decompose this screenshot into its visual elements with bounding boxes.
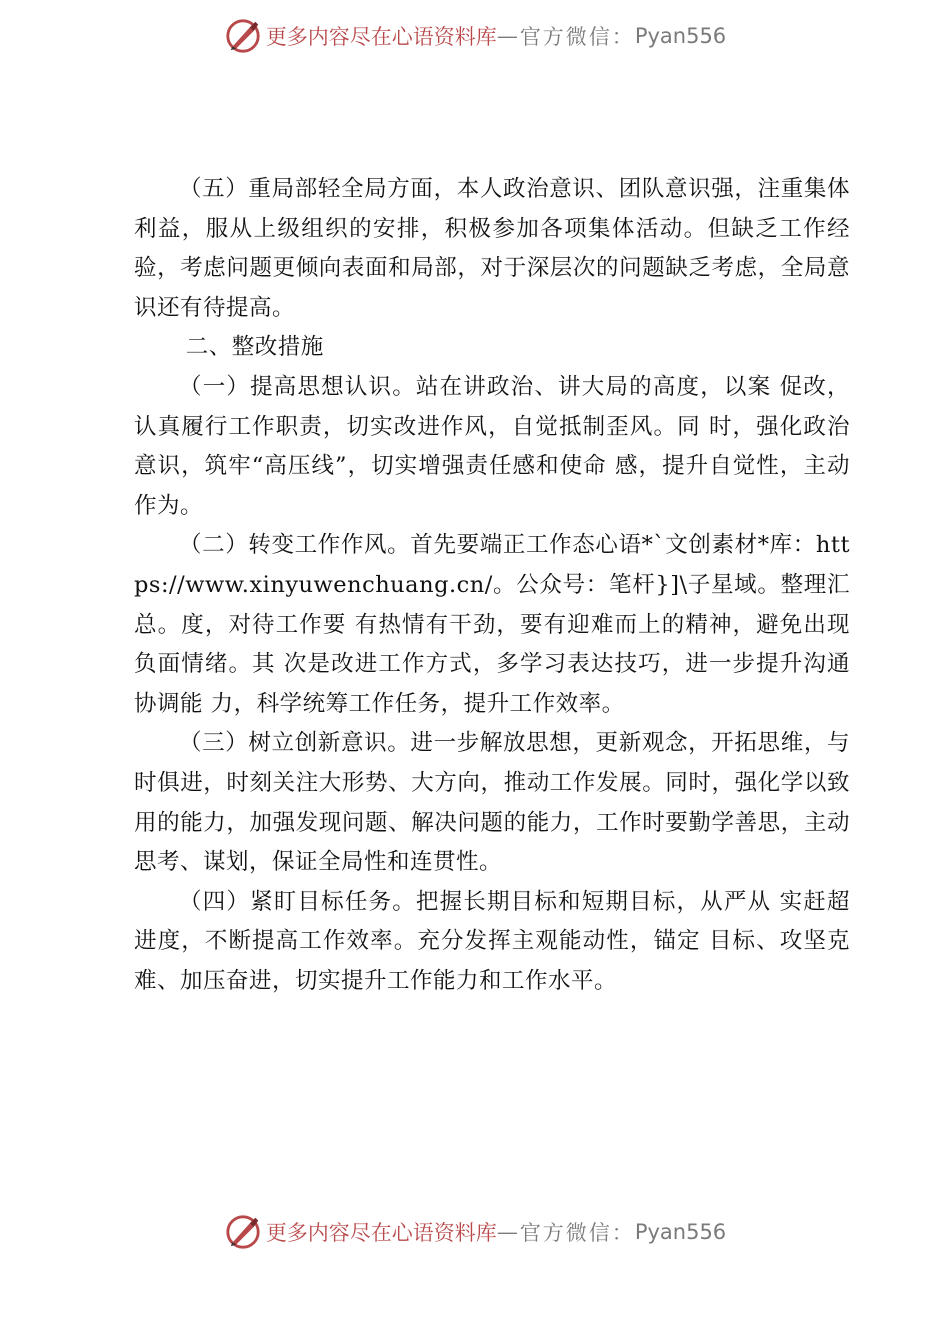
watermark-wechat-id: Pyan556 — [634, 24, 727, 48]
watermark-wechat-id: Pyan556 — [634, 1220, 727, 1244]
paragraph-measure-4: （四）紧盯目标任务。把握长期目标和短期目标，从严从 实赶超进度，不断提高工作效率。充分发挥主观能动性，锚定 目标、攻坚克难、加压奋进，切实提升工作能力和工作水平。 — [134, 888, 850, 994]
section-heading-rectification: 二、整改措施 — [185, 334, 324, 361]
paragraph-5-global-view: （五）重局部轻全局方面，本人政治意识、团队意识强，注重集体利益，服从上级组织的安排，积极参加各项集体活动。但缺乏工作经验，考虑问题更倾向表面和局部，对于深层次的问题缺乏考虑，全局意识还有待提高。 — [134, 176, 850, 321]
watermark-main-text: 更多内容尽在心语资料库 — [265, 25, 497, 49]
watermark-sub-text: 官方微信： — [519, 1221, 635, 1245]
footer-watermark — [0, 1210, 950, 1254]
watermark-separator: — — [496, 24, 520, 48]
document-body — [134, 170, 850, 1001]
pen-logo-icon — [224, 17, 262, 55]
header-watermark — [0, 14, 950, 58]
paragraph-measure-1: （一）提高思想认识。站在讲政治、讲大局的高度，以案 促改，认真履行工作职责，切实改进作风，自觉抵制歪风。同 时，强化政治意识，筑牢“高压线”，切实增强责任感和使命 感，提升自觉性，主动作为。 — [134, 373, 850, 519]
watermark-separator: — — [496, 1220, 520, 1244]
watermark-main-text: 更多内容尽在心语资料库 — [265, 1221, 497, 1245]
watermark-sub-text: 官方微信： — [519, 25, 635, 49]
paragraph-measure-3: （三）树立创新意识。进一步解放思想，更新观念，开拓思维，与时俱进，时刻关注大形势、大方向，推动工作发展。同时，强化学以致用的能力，加强发现问题、解决问题的能力，工作时要勤学善思，主动思考、谋划，保证全局性和连贯性。 — [134, 730, 850, 876]
paragraph-measure-2: （二）转变工作作风。首先要端正工作态心语*`文创素材*库：https://www.xinyuwenchuang.cn/。公众号：笔杆}]\子星域。整理汇总。度，对待工作要 有热情有干劲，要有迎难而上的精神，避免出现负面情绪。其 次是改进工作方式，多学习表达技巧，进一步提升沟通协调能 力，科学统筹工作任务，提升工作效率。 — [134, 532, 850, 717]
pen-logo-icon — [224, 1213, 262, 1251]
